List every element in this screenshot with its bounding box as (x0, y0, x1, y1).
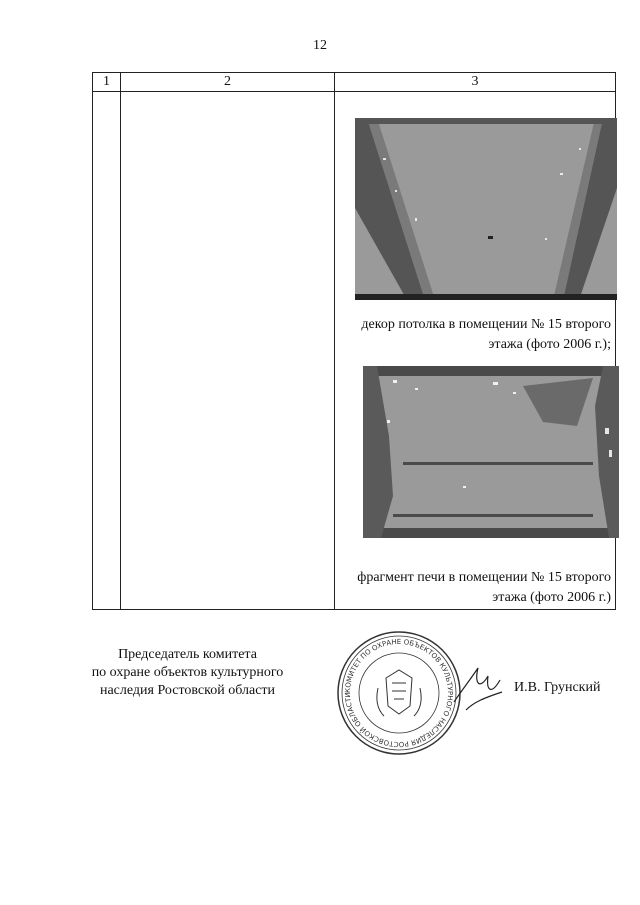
column-header-2: 2 (121, 73, 335, 92)
table-cell-3 (335, 92, 616, 610)
stove-fragment-photo (363, 366, 619, 538)
signatory-name: И.В. Грунский (514, 680, 601, 695)
table-header-row (93, 73, 616, 92)
table-row (93, 92, 616, 610)
position-line-1: Председатель комитета (118, 647, 257, 662)
photo-caption-1-line-1: декор потолка в помещении № 15 второго (361, 317, 611, 332)
signatory-position (70, 646, 305, 700)
position-line-2: по охране объектов культурного (91, 665, 284, 680)
document-table (92, 72, 616, 610)
column-header-1: 1 (93, 73, 121, 92)
ceiling-decor-photo (355, 118, 617, 300)
photo-caption-1-line-2: этажа (фото 2006 г.); (488, 337, 611, 352)
photo-caption-2-line-1: фрагмент печи в помещении № 15 второго (357, 570, 611, 585)
photo-caption-2-line-2: этажа (фото 2006 г.) (492, 590, 611, 605)
handwritten-signature (450, 650, 508, 720)
position-line-3: наследия Ростовской области (99, 683, 276, 698)
table-cell-1 (93, 92, 121, 610)
table-cell-2 (121, 92, 335, 610)
page-number: 12 (313, 38, 327, 53)
column-header-3: 3 (335, 73, 616, 92)
official-seal (334, 628, 464, 758)
svg-text:КОМИТЕТ ПО ОХРАНЕ ОБЪЕКТОВ КУЛ: КОМИТЕТ ПО ОХРАНЕ ОБЪЕКТОВ КУЛЬТУРНОГО НАСЛЕДИЯ РОСТОВСКОЙ ОБЛАСТИ (343, 637, 455, 749)
